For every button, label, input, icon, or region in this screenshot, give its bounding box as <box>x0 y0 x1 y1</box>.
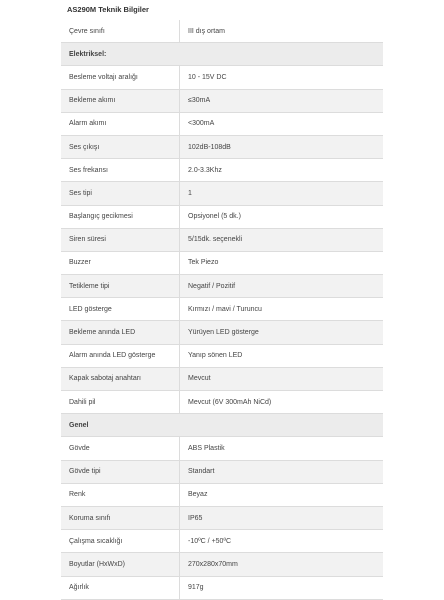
spec-row <box>61 344 383 367</box>
spec-table-body <box>61 20 383 599</box>
spec-value: <300mA <box>180 112 384 135</box>
spec-row <box>61 112 383 135</box>
spec-value: 1 <box>180 182 384 205</box>
spec-row <box>61 530 383 553</box>
spec-row <box>61 506 383 529</box>
spec-value: Mevcut (6V 300mAh NiCd) <box>180 391 384 414</box>
spec-value: 917g <box>180 576 384 599</box>
spec-row <box>61 483 383 506</box>
spec-key: Bekleme anında LED <box>61 321 180 344</box>
spec-key: Besleme voltajı aralığı <box>61 66 180 89</box>
spec-value: III dış ortam <box>180 20 384 43</box>
spec-key: Koruma sınıfı <box>61 506 180 529</box>
spec-key: Ses tipi <box>61 182 180 205</box>
spec-value: -10ºC / +50ºC <box>180 530 384 553</box>
spec-row <box>61 251 383 274</box>
spec-value: 5/15dk. seçenekli <box>180 228 384 251</box>
spec-key: Çevre sınıfı <box>61 20 180 43</box>
spec-row <box>61 391 383 414</box>
spec-value: Standart <box>180 460 384 483</box>
spec-row <box>61 135 383 158</box>
spec-value: ≤30mA <box>180 89 384 112</box>
spec-value: 270x280x70mm <box>180 553 384 576</box>
spec-value: 10 - 15V DC <box>180 66 384 89</box>
spec-key: Alarm anında LED gösterge <box>61 344 180 367</box>
spec-value: Yürüyen LED gösterge <box>180 321 384 344</box>
spec-row <box>61 20 383 43</box>
spec-row <box>61 367 383 390</box>
spec-row <box>61 576 383 599</box>
section-header-row <box>61 43 383 66</box>
spec-key: Ağırlık <box>61 576 180 599</box>
spec-row <box>61 298 383 321</box>
spec-row <box>61 205 383 228</box>
spec-key: Gövde tipi <box>61 460 180 483</box>
spec-key: Siren süresi <box>61 228 180 251</box>
section-header-row <box>61 414 383 437</box>
spec-row <box>61 460 383 483</box>
spec-value: Tek Piezo <box>180 251 384 274</box>
spec-key: Gövde <box>61 437 180 460</box>
spec-key: Ses frekansı <box>61 159 180 182</box>
spec-row <box>61 89 383 112</box>
spec-key: Başlangıç gecikmesi <box>61 205 180 228</box>
section-header-label: Elektriksel: <box>61 43 383 66</box>
spec-table <box>61 20 383 600</box>
spec-key: Tetikleme tipi <box>61 275 180 298</box>
spec-row <box>61 228 383 251</box>
spec-value: ABS Plastik <box>180 437 384 460</box>
spec-sheet <box>61 0 383 600</box>
spec-value: Yanıp sönen LED <box>180 344 384 367</box>
spec-value: Mevcut <box>180 367 384 390</box>
spec-value: Opsiyonel (5 dk.) <box>180 205 384 228</box>
spec-row <box>61 66 383 89</box>
spec-value: 2.0-3.3Khz <box>180 159 384 182</box>
spec-key: LED gösterge <box>61 298 180 321</box>
spec-key: Dahili pil <box>61 391 180 414</box>
spec-value: Negatif / Pozitif <box>180 275 384 298</box>
spec-row <box>61 437 383 460</box>
spec-row <box>61 553 383 576</box>
spec-key: Çalışma sıcaklığı <box>61 530 180 553</box>
spec-value: 102dB-108dB <box>180 135 384 158</box>
spec-key: Alarm akımı <box>61 112 180 135</box>
page-title: AS290M Teknik Bilgiler <box>67 5 149 14</box>
spec-row <box>61 159 383 182</box>
section-header-label: Genel <box>61 414 383 437</box>
spec-value: IP65 <box>180 506 384 529</box>
spec-row <box>61 182 383 205</box>
spec-key: Boyutlar (HxWxD) <box>61 553 180 576</box>
spec-value: Kırmızı / mavi / Turuncu <box>180 298 384 321</box>
spec-row <box>61 275 383 298</box>
spec-row <box>61 321 383 344</box>
spec-key: Buzzer <box>61 251 180 274</box>
spec-key: Ses çıkışı <box>61 135 180 158</box>
spec-key: Bekleme akımı <box>61 89 180 112</box>
spec-value: Beyaz <box>180 483 384 506</box>
spec-key: Renk <box>61 483 180 506</box>
spec-key: Kapak sabotaj anahtarı <box>61 367 180 390</box>
